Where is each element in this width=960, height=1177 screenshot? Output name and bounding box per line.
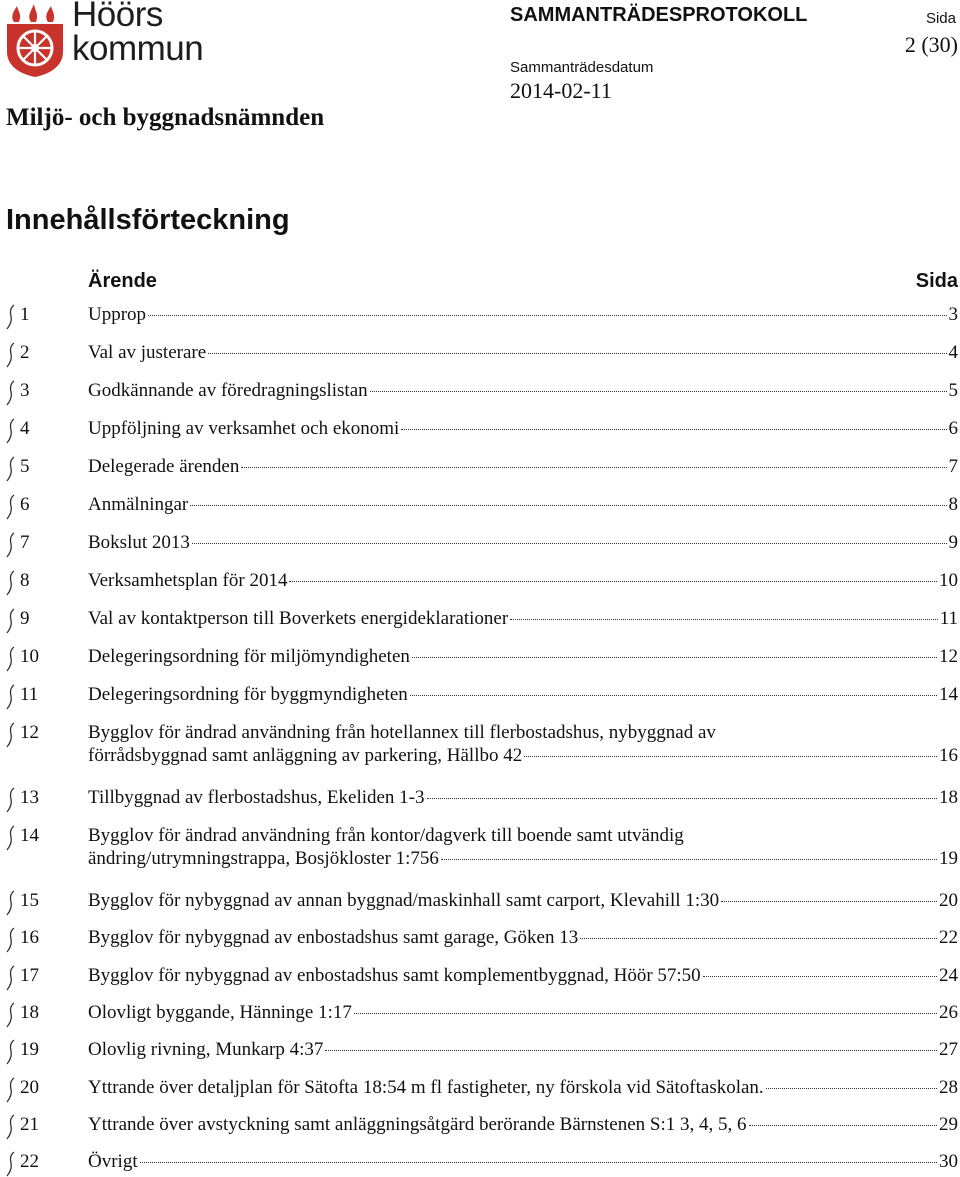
toc-entry-title — [88, 341, 958, 364]
toc-entry-title-line: Delegerade ärenden — [88, 456, 240, 477]
bookmark-marker-icon — [4, 494, 16, 520]
toc-entry-number: 13 — [20, 787, 39, 808]
toc-entry-title-line: Övrigt — [88, 1151, 138, 1172]
toc-entry-number: 18 — [20, 1002, 39, 1023]
toc-entry-title — [88, 569, 958, 592]
toc-entry-number: 14 — [20, 825, 39, 846]
toc-entry-title-line: Anmälningar — [88, 494, 189, 515]
toc-entry-title — [88, 303, 958, 326]
toc-entry-title-line: Upprop — [88, 304, 147, 325]
toc-entry-number: 8 — [20, 570, 30, 591]
toc-entry-title-line: Verksamhetsplan för 2014 — [88, 570, 288, 591]
toc-entry-title-line: Delegeringsordning för miljömyndigheten — [88, 646, 410, 667]
toc-entry-page: 14 — [939, 684, 958, 705]
toc-entry-page: 12 — [939, 646, 958, 667]
toc-entry-page: 16 — [939, 745, 958, 766]
toc-entry-page: 8 — [948, 494, 958, 515]
toc-entry-page: 19 — [939, 848, 958, 869]
toc-entry-title-line: Val av kontaktperson till Boverkets energideklarationer — [88, 608, 509, 629]
toc-entry-title — [88, 1001, 958, 1024]
municipality-logo-text — [72, 0, 203, 66]
dot-leader — [427, 798, 937, 799]
toc-entry-title — [88, 1150, 958, 1173]
dot-leader — [354, 1013, 937, 1014]
toc-entry-title — [88, 1076, 958, 1099]
toc-entry-title — [88, 645, 958, 668]
bookmark-marker-icon — [4, 787, 16, 813]
toc-entry-number: 20 — [20, 1077, 39, 1098]
toc-entry-page: 27 — [939, 1039, 958, 1060]
toc-entry-title-line: Val av justerare — [88, 342, 207, 363]
toc-entry-number: 10 — [20, 646, 39, 667]
bookmark-marker-icon — [4, 890, 16, 916]
bookmark-marker-icon — [4, 342, 16, 368]
toc-entry-title-line: Godkännande av föredragningslistan — [88, 380, 368, 401]
toc-heading: Innehållsförteckning — [6, 204, 290, 236]
toc-entry-title-line: Bygglov för nybyggnad av annan byggnad/maskinhall samt carport, Klevahill 1:30 — [88, 890, 720, 911]
dot-leader — [749, 1125, 938, 1126]
toc-entry-number: 12 — [20, 722, 39, 743]
toc-entry-number: 17 — [20, 965, 39, 986]
toc-entry-title-line: förrådsbyggnad samt anläggning av parkering, Hällbo 42 — [88, 745, 523, 766]
toc-entry-page: 10 — [939, 570, 958, 591]
toc-entry-number: 19 — [20, 1039, 39, 1060]
toc-entry-page: 28 — [939, 1077, 958, 1098]
toc-entry-title — [88, 683, 958, 706]
toc-entry-title — [88, 786, 958, 809]
dot-leader — [510, 619, 938, 620]
bookmark-marker-icon — [4, 825, 16, 851]
toc-entry-number: 1 — [20, 304, 30, 325]
committee-name: Miljö- och byggnadsnämnden — [6, 104, 325, 131]
toc-entry-page: 24 — [939, 965, 958, 986]
toc-entry-number: 22 — [20, 1151, 39, 1172]
document-title: SAMMANTRÄDESPROTOKOLL — [510, 4, 808, 26]
toc-entry-title — [88, 455, 958, 478]
bookmark-marker-icon — [4, 684, 16, 710]
toc-entry-number: 9 — [20, 608, 30, 629]
toc-entry-number: 5 — [20, 456, 30, 477]
toc-entry-page: 6 — [948, 418, 958, 439]
logo-line-1: Höörs — [72, 0, 163, 34]
bookmark-marker-icon — [4, 380, 16, 406]
toc-entry-title-line: Bygglov för ändrad användning från kontor/dagverk till boende samt utvändig — [88, 825, 684, 846]
toc-entry-title — [88, 721, 958, 767]
toc-entry-number: 16 — [20, 927, 39, 948]
dot-leader — [370, 391, 947, 392]
toc-entry-title — [88, 926, 958, 949]
bookmark-marker-icon — [4, 1077, 16, 1103]
dot-leader — [441, 859, 937, 860]
bookmark-marker-icon — [4, 927, 16, 953]
toc-entry-number: 11 — [20, 684, 39, 705]
toc-entry-page: 7 — [948, 456, 958, 477]
toc-column-item-header: Ärende — [88, 270, 157, 292]
bookmark-marker-icon — [4, 418, 16, 444]
toc-entry-page: 18 — [939, 787, 958, 808]
bookmark-marker-icon — [4, 608, 16, 634]
toc-entry-number: 6 — [20, 494, 30, 515]
toc-column-page-header: Sida — [915, 270, 958, 292]
bookmark-marker-icon — [4, 646, 16, 672]
bookmark-marker-icon — [4, 1002, 16, 1028]
toc-entry-page: 22 — [939, 927, 958, 948]
toc-entry-page: 20 — [939, 890, 958, 911]
toc-entry-page: 29 — [939, 1114, 958, 1135]
dot-leader — [401, 429, 946, 430]
toc-entry-title-line: Olovlig rivning, Munkarp 4:37 — [88, 1039, 324, 1060]
dot-leader — [192, 543, 947, 544]
toc-entry-title-line: Tillbyggnad av flerbostadshus, Ekeliden 1-3 — [88, 787, 425, 808]
dot-leader — [766, 1088, 937, 1089]
toc-entry-page: 26 — [939, 1002, 958, 1023]
dot-leader — [580, 938, 937, 939]
toc-entry-title — [88, 493, 958, 516]
hoor-coat-of-arms-icon — [4, 2, 66, 78]
toc-entry-number: 15 — [20, 890, 39, 911]
toc-entry-number: 3 — [20, 380, 30, 401]
dot-leader — [721, 901, 937, 902]
toc-entry-title — [88, 531, 958, 554]
bookmark-marker-icon — [4, 456, 16, 482]
toc-entry-title-line: Bygglov för nybyggnad av enbostadshus samt garage, Göken 13 — [88, 927, 579, 948]
toc-entry-title-line: Bygglov för ändrad användning från hotellannex till flerbostadshus, nybyggnad av — [88, 722, 716, 743]
toc-entry-title-line: Yttrande över detaljplan för Sätofta 18:54 m fl fastigheter, ny förskola vid Sätoftaskolan. — [88, 1077, 764, 1098]
toc-entry-title — [88, 1113, 958, 1136]
toc-entry-number: 4 — [20, 418, 30, 439]
toc-entry-title-line: ändring/utrymningstrappa, Bosjökloster 1:756 — [88, 848, 439, 869]
dot-leader — [140, 1162, 937, 1163]
toc-entry-title — [88, 964, 958, 987]
toc-entry-title — [88, 417, 958, 440]
dot-leader — [412, 657, 937, 658]
toc-entry-title-line: Bokslut 2013 — [88, 532, 190, 553]
toc-entry-number: 7 — [20, 532, 30, 553]
toc-entry-page: 4 — [948, 342, 958, 363]
bookmark-marker-icon — [4, 532, 16, 558]
toc-entry-title-line: Olovligt byggande, Hänninge 1:17 — [88, 1002, 352, 1023]
toc-entry-page: 3 — [948, 304, 958, 325]
dot-leader — [148, 315, 946, 316]
bookmark-marker-icon — [4, 1114, 16, 1140]
dot-leader — [703, 976, 937, 977]
bookmark-marker-icon — [4, 570, 16, 596]
toc-entry-number: 21 — [20, 1114, 39, 1135]
dot-leader — [410, 695, 937, 696]
dot-leader — [190, 505, 946, 506]
toc-entry-title-line: Yttrande över avstyckning samt anläggningsåtgärd berörande Bärnstenen S:1 3, 4, 5, 6 — [88, 1114, 747, 1135]
toc-entry-title-line: Uppföljning av verksamhet och ekonomi — [88, 418, 400, 439]
logo-line-2: kommun — [72, 29, 204, 68]
bookmark-marker-icon — [4, 1151, 16, 1177]
bookmark-marker-icon — [4, 1039, 16, 1065]
toc-entry-title — [88, 607, 958, 630]
toc-entry-number: 2 — [20, 342, 30, 363]
dot-leader — [325, 1050, 937, 1051]
toc-entry-title — [88, 889, 958, 912]
toc-entry-title-line: Bygglov för nybyggnad av enbostadshus samt komplementbyggnad, Höör 57:50 — [88, 965, 701, 986]
dot-leader — [241, 467, 946, 468]
dot-leader — [208, 353, 946, 354]
meeting-date-label: Sammanträdesdatum — [510, 59, 654, 76]
meeting-date: 2014-02-11 — [510, 78, 612, 103]
toc-entry-page: 9 — [948, 532, 958, 553]
bookmark-marker-icon — [4, 965, 16, 991]
page-label: Sida — [925, 10, 956, 27]
bookmark-marker-icon — [4, 722, 16, 748]
toc-entry-title — [88, 1038, 958, 1061]
toc-entry-page: 11 — [939, 608, 958, 629]
dot-leader — [289, 581, 937, 582]
toc-entry-page: 30 — [939, 1151, 958, 1172]
toc-entry-page: 5 — [948, 380, 958, 401]
bookmark-marker-icon — [4, 304, 16, 330]
toc-entry-title — [88, 379, 958, 402]
toc-entry-title-line: Delegeringsordning för byggmyndigheten — [88, 684, 408, 705]
dot-leader — [524, 756, 937, 757]
page-number: 2 (30) — [904, 32, 958, 57]
toc-entry-title — [88, 824, 958, 870]
